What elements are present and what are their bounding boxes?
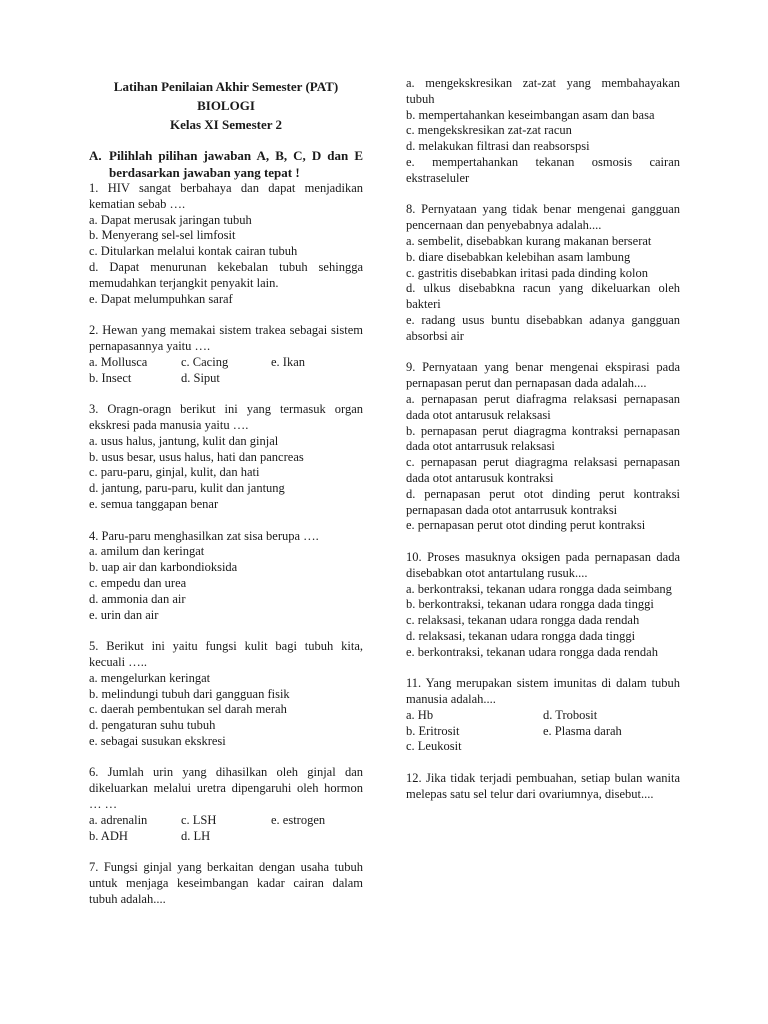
question-4 bbox=[89, 529, 363, 624]
option: c. paru-paru, ginjal, kulit, dan hati bbox=[89, 465, 260, 480]
option: d. ammonia dan air bbox=[89, 591, 186, 606]
header-title: Latihan Penilaian Akhir Semester (PAT) bbox=[113, 79, 339, 94]
question-10 bbox=[406, 550, 680, 661]
question-stem: 2. Hewan yang memakai sistem trakea sebagai sistem pernapasannya yaitu …. bbox=[89, 323, 363, 353]
question-12 bbox=[406, 771, 680, 803]
option: b. usus besar, usus halus, hati dan pancreas bbox=[89, 449, 304, 464]
question-stem: 7. Fungsi ginjal yang berkaitan dengan usaha tubuh untuk menjaga keseimbangan kadar cairan dalam tubuh adalah.... bbox=[89, 860, 363, 906]
option: c. daerah pembentukan sel darah merah bbox=[89, 702, 287, 717]
option: c. pernapasan perut diagragma relaksasi pernapasan dada otot antarusuk kontraksi bbox=[406, 455, 680, 485]
option: d. LH bbox=[181, 828, 211, 843]
question-9 bbox=[406, 360, 680, 534]
option: e. pernapasan perut otot dinding perut kontraksi bbox=[406, 518, 646, 533]
option: e. sebagai susukan ekskresi bbox=[89, 733, 226, 748]
option: e. mempertahankan tekanan osmosis cairan ekstraseluler bbox=[406, 154, 680, 185]
option-grid bbox=[89, 355, 363, 387]
option: b. ADH bbox=[89, 828, 128, 843]
option: a. berkontraksi, tekanan udara rongga dada seimbang bbox=[406, 581, 672, 596]
question-stem: 4. Paru-paru menghasilkan zat sisa berupa …. bbox=[89, 528, 319, 543]
right-column bbox=[406, 76, 680, 818]
option: e. Dapat melumpuhkan saraf bbox=[89, 291, 233, 306]
option-grid bbox=[406, 708, 680, 755]
option: e. estrogen bbox=[271, 812, 326, 827]
option: b. berkontraksi, tekanan udara rongga dada tinggi bbox=[406, 597, 654, 612]
option: d. Dapat menurunan kekebalan tubuh sehingga memudahkan terjangkit penyakit lain. bbox=[89, 259, 363, 290]
option: b. pernapasan perut diagragma kontraksi pernapasan dada otot antarrusuk relaksasi bbox=[406, 423, 680, 454]
section-text: Pilihlah pilihan jawaban A, B, C, D dan E berdasarkan jawaban yang tepat ! bbox=[109, 148, 363, 180]
option: a. Dapat merusak jaringan tubuh bbox=[89, 212, 252, 227]
question-1 bbox=[89, 181, 363, 307]
option: b. Menyerang sel-sel limfosit bbox=[89, 228, 236, 243]
option: c. Cacing bbox=[181, 354, 229, 369]
option: a. Mollusca bbox=[89, 354, 148, 369]
question-11 bbox=[406, 676, 680, 755]
option: b. Insect bbox=[89, 370, 132, 385]
option: a. pernapasan perut diafragma relaksasi pernapasan dada otot antarusuk relaksasi bbox=[406, 391, 680, 422]
option: d. pernapasan perut otot dinding perut kontraksi pernapasan dada otot antarrusuk kontraksi bbox=[406, 486, 680, 517]
question-5 bbox=[89, 639, 363, 750]
option: d. jantung, paru-paru, kulit dan jantung bbox=[89, 481, 285, 496]
question-stem: 6. Jumlah urin yang dihasilkan oleh ginjal dan dikeluarkan melalui uretra dipengaruhi oleh hormon … … bbox=[89, 765, 363, 812]
option: c. LSH bbox=[181, 812, 217, 827]
option: a. amilum dan keringat bbox=[89, 544, 205, 559]
option: b. mempertahankan keseimbangan asam dan basa bbox=[406, 107, 655, 122]
option: b. uap air dan karbondioksida bbox=[89, 560, 238, 575]
question-3 bbox=[89, 402, 363, 513]
option: c. Leukosit bbox=[406, 739, 462, 754]
left-column bbox=[89, 76, 363, 923]
option: e. radang usus buntu disebabkan adanya gangguan absorbsi air bbox=[406, 312, 680, 343]
option: c. mengekskresikan zat-zat racun bbox=[406, 123, 572, 138]
question-6 bbox=[89, 765, 363, 844]
option: a. Hb bbox=[406, 707, 434, 722]
option: e. urin dan air bbox=[89, 607, 159, 622]
option: a. mengelurkan keringat bbox=[89, 670, 211, 685]
option: a. usus halus, jantung, kulit dan ginjal bbox=[89, 433, 279, 448]
question-7-options bbox=[406, 76, 680, 187]
section-a-instruction bbox=[89, 147, 363, 181]
option-grid bbox=[89, 813, 363, 845]
header-subject: BIOLOGI bbox=[197, 98, 255, 113]
option: e. Ikan bbox=[271, 354, 306, 369]
option: e. Plasma darah bbox=[543, 723, 622, 738]
option: d. ulkus disebabkna racun yang dikeluarkan oleh bakteri bbox=[406, 281, 680, 312]
option: c. relaksasi, tekanan udara rongga dada rendah bbox=[406, 613, 640, 628]
option: c. Ditularkan melalui kontak cairan tubuh bbox=[89, 244, 298, 259]
option: a. sembelit, disebabkan kurang makanan berserat bbox=[406, 233, 652, 248]
section-letter: A. bbox=[89, 148, 102, 163]
option: a. adrenalin bbox=[89, 812, 148, 827]
header-class: Kelas XI Semester 2 bbox=[169, 117, 283, 132]
option: d. Siput bbox=[181, 370, 220, 385]
question-2 bbox=[89, 323, 363, 386]
option: c. empedu dan urea bbox=[89, 575, 187, 590]
option: b. Eritrosit bbox=[406, 723, 460, 738]
option: b. melindungi tubuh dari gangguan fisik bbox=[89, 686, 290, 701]
question-stem: 9. Pernyataan yang benar mengenai ekspirasi pada pernapasan perut dan pernapasan dada adalah.... bbox=[406, 360, 680, 391]
option: a. mengekskresikan zat-zat yang membahayakan tubuh bbox=[406, 76, 680, 106]
question-stem: 11. Yang merupakan sistem imunitas di dalam tubuh manusia adalah.... bbox=[406, 676, 680, 707]
question-8 bbox=[406, 202, 680, 344]
option: d. melakukan filtrasi dan reabsorspsi bbox=[406, 139, 590, 154]
option: e. berkontraksi, tekanan udara rongga dada rendah bbox=[406, 644, 658, 659]
option: d. relaksasi, tekanan udara rongga dada tinggi bbox=[406, 628, 636, 643]
option: d. pengaturan suhu tubuh bbox=[89, 718, 216, 733]
question-7 bbox=[89, 860, 363, 907]
question-stem: 3. Oragn-oragn berikut ini yang termasuk organ ekskresi pada manusia yaitu …. bbox=[89, 402, 363, 432]
option: c. gastritis disebabkan iritasi pada dinding kolon bbox=[406, 265, 648, 280]
document-header bbox=[89, 78, 363, 133]
option: e. semua tanggapan benar bbox=[89, 496, 219, 511]
option: d. Trobosit bbox=[543, 707, 598, 722]
question-stem: 10. Proses masuknya oksigen pada pernapasan dada disebabkan otot antartulang rusuk.... bbox=[406, 549, 680, 580]
option: b. diare disebabkan kelebihan asam lambung bbox=[406, 249, 631, 264]
question-stem: 8. Pernyataan yang tidak benar mengenai gangguan pencernaan dan penyebabnya adalah.... bbox=[406, 202, 680, 233]
question-stem: 1. HIV sangat berbahaya dan dapat menjadikan kematian sebab …. bbox=[89, 181, 363, 211]
question-stem: 5. Berikut ini yaitu fungsi kulit bagi tubuh kita, kecuali ….. bbox=[89, 639, 363, 669]
question-stem: 12. Jika tidak terjadi pembuahan, setiap bulan wanita melepas satu sel telur dari ovariumnya, disebut.... bbox=[406, 771, 680, 801]
